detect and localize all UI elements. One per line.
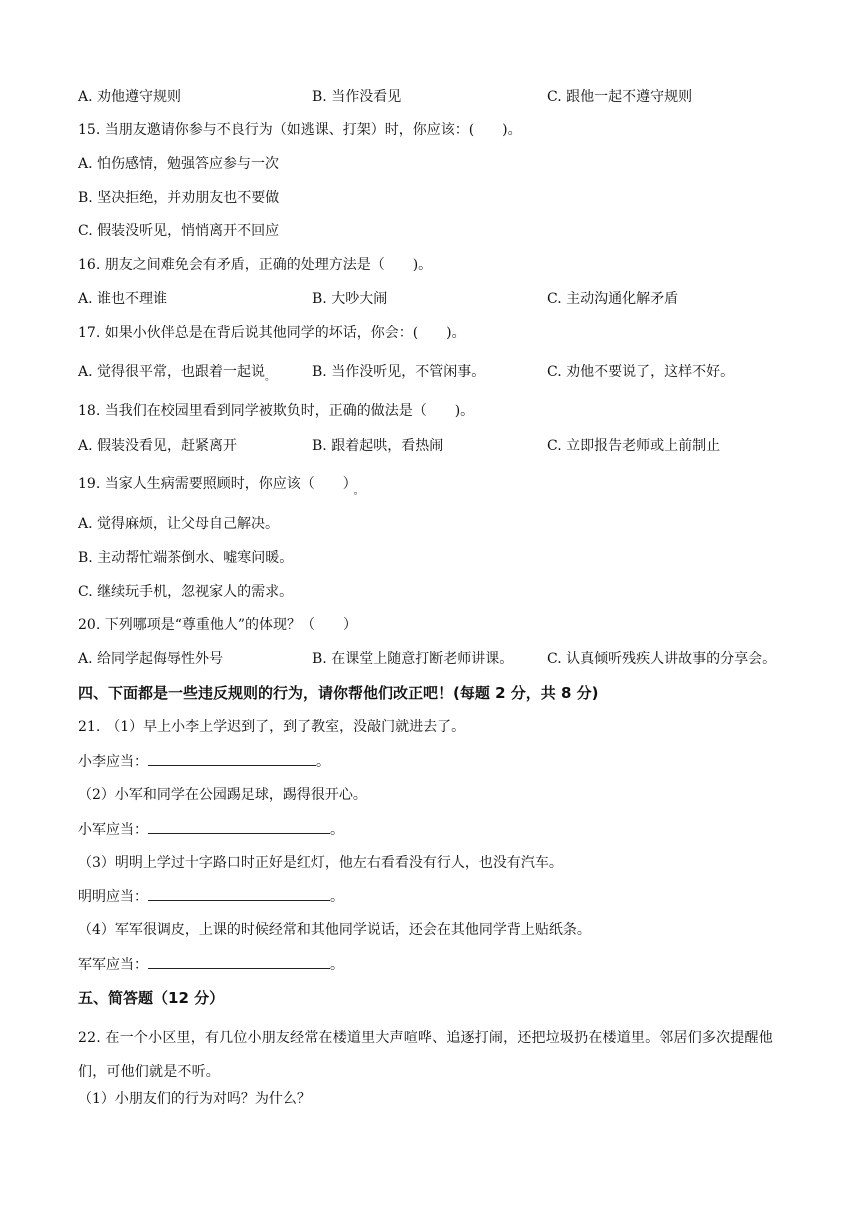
q18-stem: 18. 当我们在校园里看到同学被欺负时，正确的做法是（ )。 [78, 403, 475, 419]
q21-answer1-end: 。 [316, 754, 330, 770]
q21-answer1-blank[interactable] [148, 751, 316, 766]
q19-option-a: A. 觉得麻烦，让父母自己解决。 [78, 516, 280, 532]
q21-answer4-label: 军军应当： [78, 957, 148, 973]
q21-item3: （3）明明上学过十字路口时正好是红灯，他左右看看没有行人，也没有汽车。 [78, 855, 563, 871]
q21-answer3-end: 。 [330, 889, 344, 905]
q15-option-c: C. 假装没听见，悄悄离开不回应 [78, 223, 280, 239]
q21-answer4-blank[interactable] [148, 954, 330, 969]
q17-option-c: C. 劝他不要说了，这样不好。 [547, 364, 735, 380]
q20-stem: 20. 下列哪项是“尊重他人”的体现？（ ） [78, 617, 358, 633]
q21-answer2-blank[interactable] [148, 819, 330, 834]
q20-option-b: B. 在课堂上随意打断老师讲课。 [312, 651, 514, 667]
q21-answer4-end: 。 [330, 957, 344, 973]
section4-heading: 四、下面都是一些违反规则的行为，请你帮他们改正吧！(每题 2 分，共 8 分) [78, 684, 599, 702]
q15-option-a: A. 怕伤感情，勉强答应参与一次 [78, 156, 280, 172]
q22-stem: 22. 在一个小区里，有几位小朋友经常在楼道里大声喧哗、追逐打闹，还把垃圾扔在楼道里。邻居们多次提醒他们，可他们就是不听。 [78, 1030, 773, 1080]
q14-option-c: C. 跟他一起不遵守规则 [547, 89, 693, 105]
q15-option-b: B. 坚决拒绝，并劝朋友也不要做 [78, 190, 280, 206]
q16-option-a: A. 谁也不理谁 [78, 291, 168, 307]
q14-option-b: B. 当作没看见 [312, 89, 402, 105]
q21-answer3-label: 明明应当： [78, 889, 148, 905]
q18-option-a: A. 假装没看见，赶紧离开 [78, 438, 238, 454]
q19-option-c: C. 继续玩手机，忽视家人的需求。 [78, 584, 294, 600]
section5-heading: 五、简答题（12 分） [78, 989, 225, 1007]
q21-answer2-end: 。 [330, 822, 344, 838]
q17-stray-mark: 。 [265, 372, 276, 383]
q18-option-c: C. 立即报告老师或上前制止 [547, 438, 721, 454]
q21-answer1-label: 小李应当： [78, 754, 148, 770]
q16-stem: 16. 朋友之间难免会有矛盾，正确的处理方法是（ )。 [78, 257, 433, 273]
q20-option-c: C. 认真倾听残疾人讲故事的分享会。 [547, 651, 777, 667]
q18-option-b: B. 跟着起哄，看热闹 [312, 438, 444, 454]
q19-stem-line [78, 474, 364, 496]
q20-option-a: A. 给同学起侮辱性外号 [78, 651, 224, 667]
q19-stray-mark: 。 [353, 486, 364, 497]
q15-stem: 15. 当朋友邀请你参与不良行为（如逃课、打架）时，你应该：( )。 [78, 122, 522, 138]
q17-option-a-text: A. 觉得很平常，也跟着一起说 [78, 364, 266, 380]
q21-answer2 [78, 819, 344, 840]
q21-item1 [78, 717, 465, 737]
q22-sub1: （1）小朋友们的行为对吗？为什么？ [78, 1091, 311, 1107]
q21-item1-text: （1）早上小李上学迟到了，到了教室，没敲门就进去了。 [106, 719, 466, 735]
q21-answer3-blank[interactable] [148, 886, 330, 901]
q21-answer2-label: 小军应当： [78, 822, 148, 838]
q16-option-b: B. 大吵大闹 [312, 291, 388, 307]
q17-option-b: B. 当作没听见，不管闲事。 [312, 364, 486, 380]
q14-option-a: A. 劝他遵守规则 [78, 89, 182, 105]
q21-answer4 [78, 954, 344, 975]
q21-answer1 [78, 751, 330, 772]
q19-stem: 19. 当家人生病需要照顾时，你应该（ ） [78, 476, 350, 492]
q21-item2: （2）小军和同学在公园踢足球，踢得很开心。 [78, 787, 367, 803]
q17-option-a [78, 362, 275, 384]
q16-option-c: C. 主动沟通化解矛盾 [547, 291, 679, 307]
q19-option-b: B. 主动帮忙端茶倒水、嘘寒问暖。 [78, 550, 294, 566]
q21-item4: （4）军军很调皮，上课的时候经常和其他同学说话，还会在其他同学背上贴纸条。 [78, 922, 591, 938]
q17-stem: 17. 如果小伙伴总是在背后说其他同学的坏话，你会：( )。 [78, 325, 466, 341]
q21-answer3 [78, 886, 344, 907]
q21-number: 21. [78, 719, 101, 735]
